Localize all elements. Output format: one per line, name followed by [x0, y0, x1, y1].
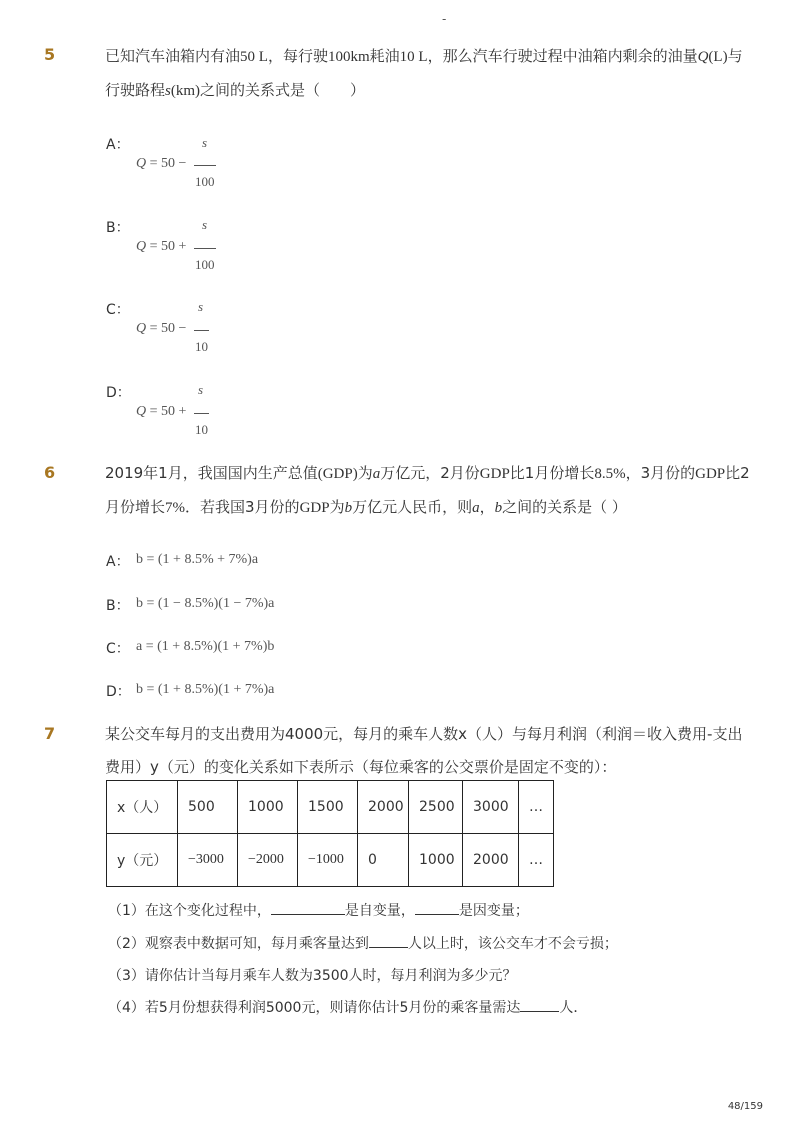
- q6-text: ．若我国3月份的: [185, 498, 300, 516]
- q5-text: ，每行驶: [267, 47, 328, 65]
- q6-math: b: [344, 500, 353, 516]
- table-cell: 500: [178, 781, 238, 834]
- q5-math: Q: [697, 49, 709, 65]
- fraction-denominator: 10: [195, 422, 208, 437]
- q6-math: GDP: [299, 500, 330, 516]
- q6-math: GDP: [479, 466, 510, 482]
- question-5-line-2: [105, 80, 365, 101]
- equation-lhs: Q: [136, 404, 147, 419]
- fraction-bar: [194, 165, 216, 166]
- q6-text: 万亿元人民币，则: [352, 498, 473, 516]
- q5-math: 50 L: [240, 49, 268, 65]
- option-label: D：: [106, 684, 131, 700]
- table-cell: …: [519, 781, 554, 834]
- question-5-line-1: [105, 46, 743, 67]
- sub-question-1: [108, 900, 529, 920]
- option-label: A：: [106, 554, 130, 570]
- option-label: C：: [106, 302, 130, 318]
- page-number: 48/159: [727, 1101, 763, 1112]
- table-row-y: [107, 834, 554, 887]
- table-cell: 1500: [298, 781, 358, 834]
- option-label: C：: [106, 641, 130, 657]
- option-label: B：: [106, 220, 130, 236]
- option-label: B：: [106, 598, 130, 614]
- question-6-line-2: [105, 497, 627, 518]
- option-expression: a = (1 + 8.5%)(1 + 7%)b: [136, 639, 275, 654]
- sub-question-4: [108, 997, 587, 1017]
- q5-math: 100km: [327, 49, 370, 65]
- q6-text: 万亿元，2月份: [380, 464, 480, 482]
- table-cell: …: [519, 834, 554, 887]
- q5-math: s: [165, 83, 171, 99]
- table-cell: 1000: [238, 781, 298, 834]
- q5-text: 耗油: [369, 47, 400, 65]
- table-cell: 1000: [409, 834, 463, 887]
- table-cell: −2000: [238, 834, 298, 887]
- q6-text: ，: [479, 498, 495, 516]
- q6-math: GDP: [695, 466, 726, 482]
- q6-math: 8.5%: [594, 466, 626, 482]
- q6-text: 之间的关系是（ ）: [502, 498, 627, 516]
- sub-question-text: 是因变量；: [458, 903, 529, 919]
- q6-text: 为: [357, 464, 373, 482]
- table-row-x: [107, 781, 554, 834]
- equation: [136, 156, 186, 172]
- table-cell: 2500: [409, 781, 463, 834]
- q5-math: (L): [708, 49, 728, 65]
- sub-question-text: （1）在这个变化过程中，: [108, 903, 271, 919]
- fraction-numerator: s: [202, 217, 208, 232]
- equation: [136, 321, 186, 337]
- table-cell: 3000: [463, 781, 519, 834]
- equation-op: = 50 +: [146, 239, 187, 254]
- equation-op: = 50 +: [146, 404, 187, 419]
- table-header-x: x（人）: [107, 781, 178, 834]
- equation-lhs: Q: [136, 321, 147, 336]
- fraction-bar: [194, 330, 209, 331]
- table-header-y: y（元）: [107, 834, 178, 887]
- option-expression: b = (1 + 8.5%)(1 + 7%)a: [136, 682, 275, 697]
- question-7-line-2: 费用）y（元）的变化关系如下表所示（每位乘客的公交票价是固定不变的）：: [105, 758, 617, 776]
- answer-blank[interactable]: [369, 933, 408, 948]
- sub-question-text: 人．: [559, 1000, 588, 1016]
- equation-op: = 50 −: [146, 156, 187, 171]
- sub-question-text: （4）若5月份想获得利润5000元，则请你估计5月份的乘客量需达: [108, 1000, 521, 1016]
- table-cell: 2000: [358, 781, 409, 834]
- q5-math: 10 L: [399, 49, 428, 65]
- sub-question-text: （2）观察表中数据可知，每月乘客量达到: [108, 936, 369, 952]
- equation-op: = 50 −: [146, 321, 187, 336]
- sub-question-text: 人以上时，该公交车才不会亏损；: [407, 936, 618, 952]
- table-cell: 2000: [463, 834, 519, 887]
- option-label: A：: [106, 137, 130, 153]
- q5-math: (km): [170, 83, 201, 99]
- q6-text: 比2: [725, 464, 750, 482]
- question-6-line-1: [105, 463, 750, 484]
- header-mark: -: [442, 12, 447, 26]
- fraction-numerator: s: [198, 299, 204, 314]
- fraction-denominator: 10: [195, 339, 208, 354]
- answer-blank[interactable]: [271, 900, 345, 915]
- option-label: D：: [106, 385, 131, 401]
- q6-text: ，3月份的: [625, 464, 696, 482]
- question-7-line-1: 某公交车每月的支出费用为4000元，每月的乘车人数x（人）与每月利润（利润＝收入费用-支出: [105, 725, 743, 743]
- q5-text: 之间的关系式是（ ）: [200, 81, 366, 99]
- q6-math: 7%: [165, 500, 186, 516]
- q6-math: a: [472, 500, 480, 516]
- table-cell: −3000: [178, 834, 238, 887]
- data-table: [106, 780, 554, 887]
- question-5-number: 5: [44, 45, 56, 64]
- question-6-number: 6: [44, 463, 56, 482]
- fraction-denominator: 100: [195, 257, 215, 272]
- option-expression: b = (1 − 8.5%)(1 − 7%)a: [136, 596, 275, 611]
- q6-text: 2019年1月，我国国内生产总值: [105, 464, 318, 482]
- table-cell: −1000: [298, 834, 358, 887]
- q6-text: 为: [329, 498, 345, 516]
- q5-text: ，那么汽车行驶过程中油箱内剩余的油量: [427, 47, 698, 65]
- equation: [136, 404, 186, 420]
- fraction-bar: [194, 248, 216, 249]
- q6-math: a: [372, 466, 381, 482]
- option-expression: b = (1 + 8.5% + 7%)a: [136, 552, 259, 567]
- q6-text: 月份增长: [105, 498, 166, 516]
- answer-blank[interactable]: [415, 900, 459, 915]
- q5-text: 与: [727, 47, 743, 65]
- q5-text: 已知汽车油箱内有油: [105, 47, 241, 65]
- q6-math: (GDP): [317, 466, 358, 482]
- equation-lhs: Q: [136, 156, 147, 171]
- answer-blank[interactable]: [520, 997, 559, 1012]
- equation: [136, 239, 186, 255]
- sub-question-3: （3）请你估计当每月乘车人数为3500人时，每月利润为多少元？: [108, 968, 517, 984]
- sub-question-2: [108, 933, 618, 953]
- q6-text: 比1月份增长: [509, 464, 595, 482]
- q5-text: 行驶路程: [105, 81, 166, 99]
- fraction-bar: [194, 413, 209, 414]
- sub-question-text: 是自变量，: [344, 903, 415, 919]
- equation-lhs: Q: [136, 239, 147, 254]
- question-7-number: 7: [44, 724, 56, 743]
- fraction-numerator: s: [198, 382, 204, 397]
- fraction-denominator: 100: [195, 174, 215, 189]
- q6-math: b: [494, 500, 503, 516]
- table-cell: 0: [358, 834, 409, 887]
- fraction-numerator: s: [202, 135, 208, 150]
